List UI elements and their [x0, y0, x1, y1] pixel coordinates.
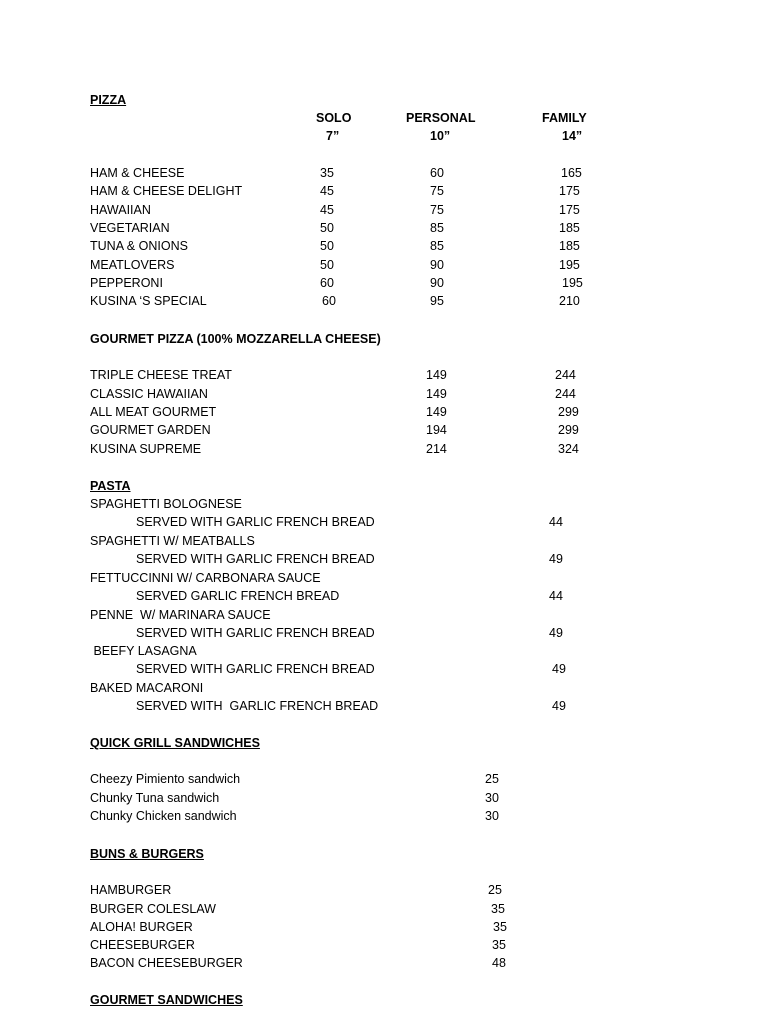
- pizza-item-family-price: 195: [559, 258, 580, 272]
- pizza-item-personal-price: 90: [430, 258, 444, 272]
- sandwich-item-name: Chunky Tuna sandwich: [90, 791, 220, 805]
- pasta-item-name: SPAGHETTI BOLOGNESE: [90, 497, 242, 511]
- pasta-item-note: SERVED WITH GARLIC FRENCH BREAD: [136, 699, 379, 713]
- pasta-item-price: 49: [549, 626, 563, 640]
- pizza-item-solo-price: 45: [320, 184, 334, 198]
- pizza-item-name: HAM & CHEESE: [90, 166, 185, 180]
- pizza-item-name: VEGETARIAN: [90, 221, 170, 235]
- sandwich-item-name: Chunky Chicken sandwich: [90, 809, 237, 823]
- pizza-item-name: TUNA & ONIONS: [90, 239, 188, 253]
- burger-item-name: HAMBURGER: [90, 883, 172, 897]
- burger-item-price: 25: [488, 883, 502, 897]
- burger-item-price: 35: [493, 920, 507, 934]
- pizza-item-name: PEPPERONI: [90, 276, 163, 290]
- gourmet-sandwiches-heading: GOURMET SANDWICHES: [90, 993, 243, 1007]
- size-personal-label: PERSONAL: [406, 111, 476, 125]
- pizza-item-family-price: 185: [559, 239, 580, 253]
- pizza-item-family-price: 210: [559, 294, 580, 308]
- gourmet-pizza-personal-price: 149: [426, 387, 447, 401]
- gourmet-pizza-heading: GOURMET PIZZA (100% MOZZARELLA CHEESE): [90, 332, 381, 346]
- pizza-item-personal-price: 75: [430, 203, 444, 217]
- gourmet-pizza-item-name: CLASSIC HAWAIIAN: [90, 387, 208, 401]
- pasta-item-note: SERVED WITH GARLIC FRENCH BREAD: [136, 626, 375, 640]
- pasta-item-price: 44: [549, 515, 563, 529]
- pizza-item-solo-price: 45: [320, 203, 334, 217]
- pizza-item-solo-price: 50: [320, 221, 334, 235]
- burger-item-price: 35: [491, 902, 505, 916]
- sandwiches-heading: QUICK GRILL SANDWICHES: [90, 736, 260, 750]
- gourmet-pizza-personal-price: 214: [426, 442, 447, 456]
- pizza-item-solo-price: 60: [322, 294, 336, 308]
- pasta-item-price: 49: [549, 552, 563, 566]
- gourmet-pizza-item-name: KUSINA SUPREME: [90, 442, 202, 456]
- pizza-item-family-price: 175: [559, 184, 580, 198]
- pizza-item-personal-price: 95: [430, 294, 444, 308]
- burger-item-price: 48: [492, 956, 506, 970]
- pizza-item-family-price: 185: [559, 221, 580, 235]
- pasta-item-price: 49: [552, 662, 566, 676]
- gourmet-pizza-personal-price: 149: [426, 368, 447, 382]
- pizza-item-name: MEATLOVERS: [90, 258, 175, 272]
- pasta-item-name: BAKED MACARONI: [90, 681, 204, 695]
- gourmet-pizza-family-price: 299: [558, 405, 579, 419]
- pizza-item-solo-price: 35: [320, 166, 334, 180]
- pizza-item-family-price: 165: [561, 166, 582, 180]
- gourmet-pizza-family-price: 324: [558, 442, 579, 456]
- burgers-heading: BUNS & BURGERS: [90, 847, 204, 861]
- gourmet-pizza-item-name: ALL MEAT GOURMET: [90, 405, 217, 419]
- gourmet-pizza-family-price: 244: [555, 368, 576, 382]
- pizza-item-personal-price: 60: [430, 166, 444, 180]
- pizza-item-name: HAWAIIAN: [90, 203, 151, 217]
- pizza-item-solo-price: 50: [320, 258, 334, 272]
- size-family-inch: 14”: [562, 129, 583, 143]
- pasta-item-price: 44: [549, 589, 563, 603]
- pizza-item-solo-price: 50: [320, 239, 334, 253]
- gourmet-pizza-item-name: GOURMET GARDEN: [90, 423, 211, 437]
- pasta-item-note: SERVED WITH GARLIC FRENCH BREAD: [136, 662, 375, 676]
- pizza-item-personal-price: 85: [430, 239, 444, 253]
- pizza-item-name: KUSINA ‘S SPECIAL: [90, 294, 207, 308]
- pizza-item-name: HAM & CHEESE DELIGHT: [90, 184, 243, 198]
- pasta-item-name: PENNE W/ MARINARA SAUCE: [90, 608, 271, 622]
- sandwich-item-price: 25: [485, 772, 499, 786]
- pizza-item-personal-price: 75: [430, 184, 444, 198]
- size-family-label: FAMILY: [542, 111, 587, 125]
- pizza-heading: PIZZA: [90, 93, 127, 107]
- pizza-item-family-price: 195: [562, 276, 583, 290]
- gourmet-pizza-personal-price: 149: [426, 405, 447, 419]
- pasta-item-name: SPAGHETTI W/ MEATBALLS: [90, 534, 255, 548]
- size-solo-label: SOLO: [316, 111, 352, 125]
- pizza-item-personal-price: 90: [430, 276, 444, 290]
- sandwich-item-price: 30: [485, 791, 499, 805]
- pizza-item-solo-price: 60: [320, 276, 334, 290]
- sandwich-item-name: Cheezy Pimiento sandwich: [90, 772, 241, 786]
- sandwich-item-price: 30: [485, 809, 499, 823]
- pasta-item-name: FETTUCCINNI W/ CARBONARA SAUCE: [90, 571, 321, 585]
- pasta-item-name: BEEFY LASAGNA: [90, 644, 197, 658]
- pasta-item-note: SERVED WITH GARLIC FRENCH BREAD: [136, 552, 375, 566]
- burger-item-name: ALOHA! BURGER: [90, 920, 193, 934]
- size-personal-inch: 10”: [430, 129, 451, 143]
- pizza-item-family-price: 175: [559, 203, 580, 217]
- pasta-item-note: SERVED WITH GARLIC FRENCH BREAD: [136, 515, 375, 529]
- gourmet-pizza-family-price: 299: [558, 423, 579, 437]
- pasta-item-price: 49: [552, 699, 566, 713]
- pizza-item-personal-price: 85: [430, 221, 444, 235]
- burger-item-name: BURGER COLESLAW: [90, 902, 216, 916]
- pasta-item-note: SERVED GARLIC FRENCH BREAD: [136, 589, 340, 603]
- gourmet-pizza-family-price: 244: [555, 387, 576, 401]
- burger-item-price: 35: [492, 938, 506, 952]
- size-solo-inch: 7”: [326, 129, 340, 143]
- pasta-heading: PASTA: [90, 479, 131, 493]
- gourmet-pizza-item-name: TRIPLE CHEESE TREAT: [90, 368, 232, 382]
- burger-item-name: BACON CHEESEBURGER: [90, 956, 243, 970]
- gourmet-pizza-personal-price: 194: [426, 423, 447, 437]
- burger-item-name: CHEESEBURGER: [90, 938, 195, 952]
